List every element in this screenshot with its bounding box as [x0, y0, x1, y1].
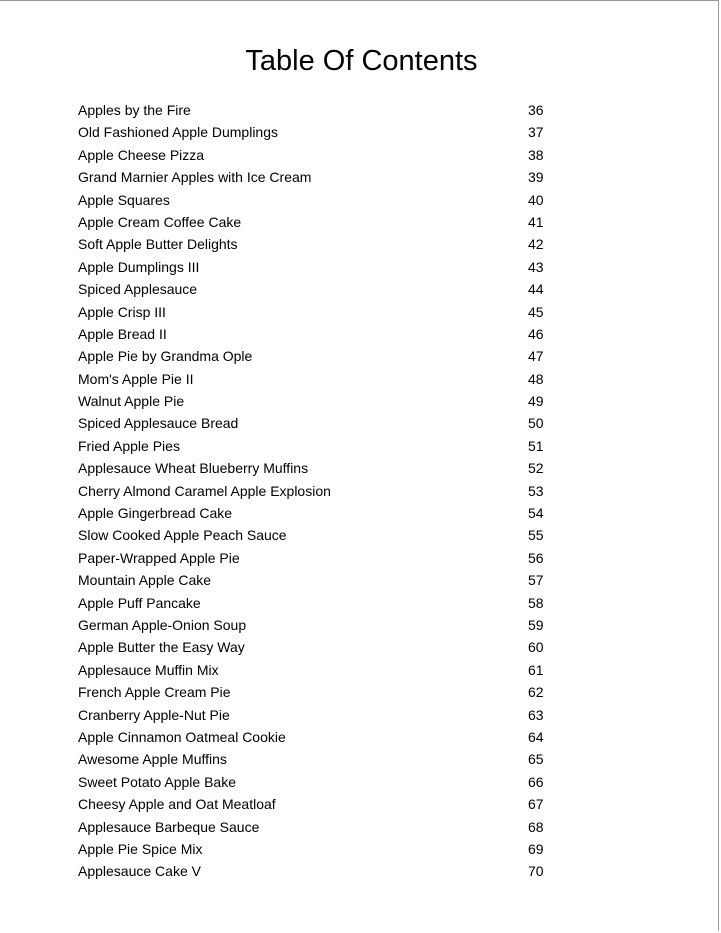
toc-entry-page-number: 53 — [528, 482, 544, 499]
toc-entry[interactable] — [78, 681, 568, 703]
toc-entry[interactable] — [78, 838, 568, 860]
toc-entry-title: Spiced Applesauce — [78, 281, 198, 298]
toc-entry-title: Apple Pie Spice Mix — [78, 840, 203, 857]
toc-entry[interactable] — [78, 816, 568, 838]
page-title: Table Of Contents — [245, 45, 478, 77]
toc-entry-title: Old Fashioned Apple Dumplings — [78, 124, 279, 141]
toc-entry-page-number: 58 — [528, 594, 544, 611]
toc-entry-title: Applesauce Cake V — [78, 863, 201, 880]
toc-entry[interactable] — [78, 412, 568, 434]
toc-entry-title: Mom's Apple Pie II — [78, 370, 194, 387]
toc-entry-page-number: 37 — [528, 124, 544, 141]
toc-entry[interactable] — [78, 636, 568, 658]
toc-entry-title: Spiced Applesauce Bread — [78, 415, 239, 432]
toc-entry-title: Applesauce Barbeque Sauce — [78, 818, 260, 835]
toc-entry-title: Apple Cinnamon Oatmeal Cookie — [78, 728, 286, 745]
toc-entry-title: Cheesy Apple and Oat Meatloaf — [78, 796, 276, 813]
toc-entry-title: Sweet Potato Apple Bake — [78, 773, 236, 790]
toc-entry-page-number: 47 — [528, 348, 544, 365]
toc-entry[interactable] — [78, 256, 568, 278]
toc-entry-page-number: 65 — [528, 751, 544, 768]
toc-entry-page-number: 49 — [528, 393, 544, 410]
toc-entry-page-number: 44 — [528, 281, 544, 298]
toc-entry-title: German Apple-Onion Soup — [78, 616, 247, 633]
toc-entry[interactable] — [78, 435, 568, 457]
toc-entry-page-number: 64 — [528, 728, 544, 745]
toc-entry-page-number: 67 — [528, 796, 544, 813]
toc-entry-title: Grand Marnier Apples with Ice Cream — [78, 169, 312, 186]
toc-entry-title: Apple Gingerbread Cake — [78, 505, 233, 522]
toc-entry[interactable] — [78, 233, 568, 255]
toc-entry-page-number: 50 — [528, 415, 544, 432]
table-of-contents-list — [78, 99, 568, 883]
toc-entry-page-number: 36 — [528, 102, 544, 118]
toc-entry-title: Apple Pie by Grandma Ople — [78, 348, 253, 365]
toc-entry[interactable] — [78, 793, 568, 815]
toc-entry[interactable] — [78, 390, 568, 412]
toc-entry[interactable] — [78, 189, 568, 211]
toc-entry-title: Apple Cream Coffee Cake — [78, 213, 242, 230]
toc-entry-title: Fried Apple Pies — [78, 437, 180, 454]
toc-entry[interactable] — [78, 659, 568, 681]
toc-entry-page-number: 70 — [528, 863, 544, 880]
toc-entry[interactable] — [78, 547, 568, 569]
toc-entry-title: Apple Cheese Pizza — [78, 146, 205, 163]
toc-entry-page-number: 56 — [528, 549, 544, 566]
toc-entry[interactable] — [78, 614, 568, 636]
toc-entry[interactable] — [78, 569, 568, 591]
toc-entry[interactable] — [78, 144, 568, 166]
toc-entry-title: Applesauce Wheat Blueberry Muffins — [78, 460, 309, 477]
toc-entry-page-number: 66 — [528, 773, 544, 790]
toc-entry[interactable] — [78, 502, 568, 524]
toc-entry-title: Awesome Apple Muffins — [78, 751, 227, 768]
toc-entry-page-number: 51 — [528, 437, 544, 454]
toc-entry[interactable] — [78, 726, 568, 748]
toc-entry-title: Apple Butter the Easy Way — [78, 639, 245, 656]
toc-entry-page-number: 40 — [528, 191, 544, 208]
toc-entry-page-number: 43 — [528, 258, 544, 275]
toc-entry[interactable] — [78, 211, 568, 233]
toc-entry-title: Paper-Wrapped Apple Pie — [78, 549, 240, 566]
toc-entry-title: Apples by the Fire — [78, 102, 191, 118]
toc-entry-title: Apple Puff Pancake — [78, 594, 201, 611]
toc-entry-page-number: 60 — [528, 639, 544, 656]
toc-entry-title: Apple Dumplings III — [78, 258, 200, 275]
toc-entry-title: Walnut Apple Pie — [78, 393, 185, 410]
toc-entry-page-number: 61 — [528, 661, 544, 678]
toc-entry-title: Applesauce Muffin Mix — [78, 661, 219, 678]
toc-entry[interactable] — [78, 301, 568, 323]
toc-entry[interactable] — [78, 121, 568, 143]
toc-entry-title: Apple Crisp III — [78, 303, 166, 320]
toc-entry[interactable] — [78, 345, 568, 367]
toc-entry[interactable] — [78, 748, 568, 770]
toc-entry[interactable] — [78, 166, 568, 188]
toc-entry-page-number: 68 — [528, 818, 544, 835]
toc-entry-page-number: 45 — [528, 303, 544, 320]
toc-entry-page-number: 62 — [528, 684, 544, 701]
toc-entry-title: Cranberry Apple-Nut Pie — [78, 706, 230, 723]
toc-entry-page-number: 52 — [528, 460, 544, 477]
toc-entry[interactable] — [78, 99, 568, 121]
toc-entry[interactable] — [78, 278, 568, 300]
toc-entry-page-number: 41 — [528, 213, 544, 230]
toc-entry-title: Slow Cooked Apple Peach Sauce — [78, 527, 287, 544]
toc-entry-title: French Apple Cream Pie — [78, 684, 231, 701]
toc-entry-page-number: 42 — [528, 236, 544, 253]
toc-entry-page-number: 46 — [528, 325, 544, 342]
toc-entry[interactable] — [78, 457, 568, 479]
toc-entry-title: Apple Squares — [78, 191, 170, 208]
toc-entry[interactable] — [78, 771, 568, 793]
toc-entry[interactable] — [78, 480, 568, 502]
toc-entry-page-number: 57 — [528, 572, 544, 589]
toc-entry-page-number: 38 — [528, 146, 544, 163]
toc-entry-title: Cherry Almond Caramel Apple Explosion — [78, 482, 331, 499]
toc-entry-page-number: 63 — [528, 706, 544, 723]
toc-entry[interactable] — [78, 704, 568, 726]
toc-entry[interactable] — [78, 860, 568, 882]
toc-entry-page-number: 54 — [528, 505, 544, 522]
toc-entry-title: Apple Bread II — [78, 325, 167, 342]
toc-entry-page-number: 59 — [528, 616, 544, 633]
toc-entry-page-number: 48 — [528, 370, 544, 387]
toc-entry[interactable] — [78, 323, 568, 345]
toc-entry-title: Soft Apple Butter Delights — [78, 236, 238, 253]
toc-entry[interactable] — [78, 368, 568, 390]
toc-entry-title: Mountain Apple Cake — [78, 572, 212, 589]
toc-entry-page-number: 55 — [528, 527, 544, 544]
toc-entry[interactable] — [78, 592, 568, 614]
toc-entry[interactable] — [78, 524, 568, 546]
toc-entry-page-number: 69 — [528, 840, 544, 857]
toc-entry-page-number: 39 — [528, 169, 544, 186]
